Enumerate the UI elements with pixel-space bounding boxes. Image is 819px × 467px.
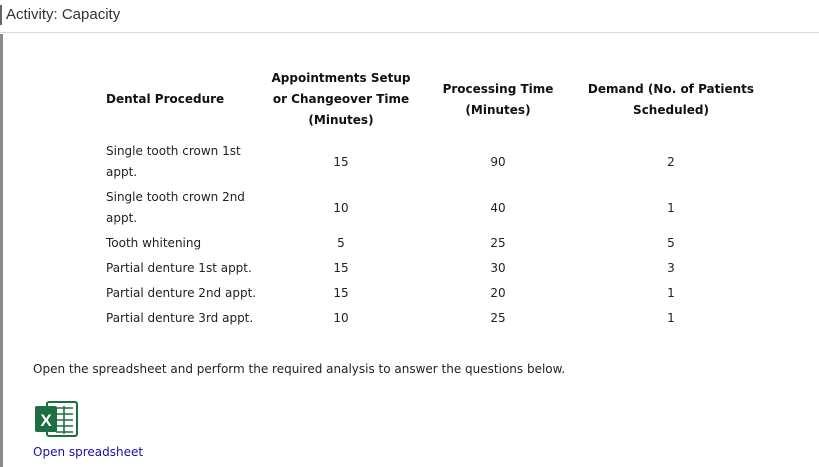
title-bar [0,0,819,33]
setup-time-value: 15 [333,286,349,300]
table-header-row [100,66,764,139]
table-row [100,139,764,185]
title-edge-divider [0,5,2,25]
demand-value: 3 [667,261,675,275]
processing-time-value: 90 [490,154,506,169]
demand-value: 5 [667,236,675,250]
header-demand: Demand (No. of Patients Scheduled) [587,81,755,117]
table-row [100,281,764,306]
procedure-name: Partial denture 3rd appt. [106,311,254,325]
processing-time-value: 25 [490,236,506,250]
processing-time-value: 40 [490,200,506,215]
processing-time-value: 20 [490,286,506,300]
processing-time-value: 30 [490,261,506,275]
setup-time-value: 15 [333,154,349,169]
instructions-text: Open the spreadsheet and perform the required analysis to answer the questions below. [33,362,566,376]
excel-icon[interactable] [33,398,79,438]
table-row [100,231,764,256]
setup-time-value: 10 [333,311,349,325]
demand-value: 1 [667,200,675,215]
open-spreadsheet-link[interactable]: Open spreadsheet [33,445,144,459]
procedure-name: Single tooth crown 2nd appt. [106,190,245,225]
left-border-bar [0,34,3,467]
procedure-name: Single tooth crown 1st appt. [106,144,241,179]
procedures-table [100,66,764,331]
table-row [100,185,764,231]
procedure-name: Tooth whitening [106,236,202,250]
header-setup-time: Appointments Setup or Changeover Time (Minutes) [271,71,411,127]
procedure-name: Partial denture 1st appt. [106,261,252,275]
procedure-name: Partial denture 2nd appt. [106,286,257,300]
setup-time-value: 10 [333,200,349,215]
excel-badge-letter: X [40,411,52,430]
table-row [100,306,764,331]
window-title: Activity: Capacity [6,6,121,23]
header-processing-time: Processing Time (Minutes) [442,81,554,117]
table-row [100,256,764,281]
demand-value: 1 [667,311,675,325]
demand-value: 1 [667,286,675,300]
setup-time-value: 15 [333,261,349,275]
demand-value: 2 [667,154,675,169]
setup-time-value: 5 [337,236,345,250]
processing-time-value: 25 [490,311,506,325]
header-dental-procedure: Dental Procedure [106,92,225,106]
